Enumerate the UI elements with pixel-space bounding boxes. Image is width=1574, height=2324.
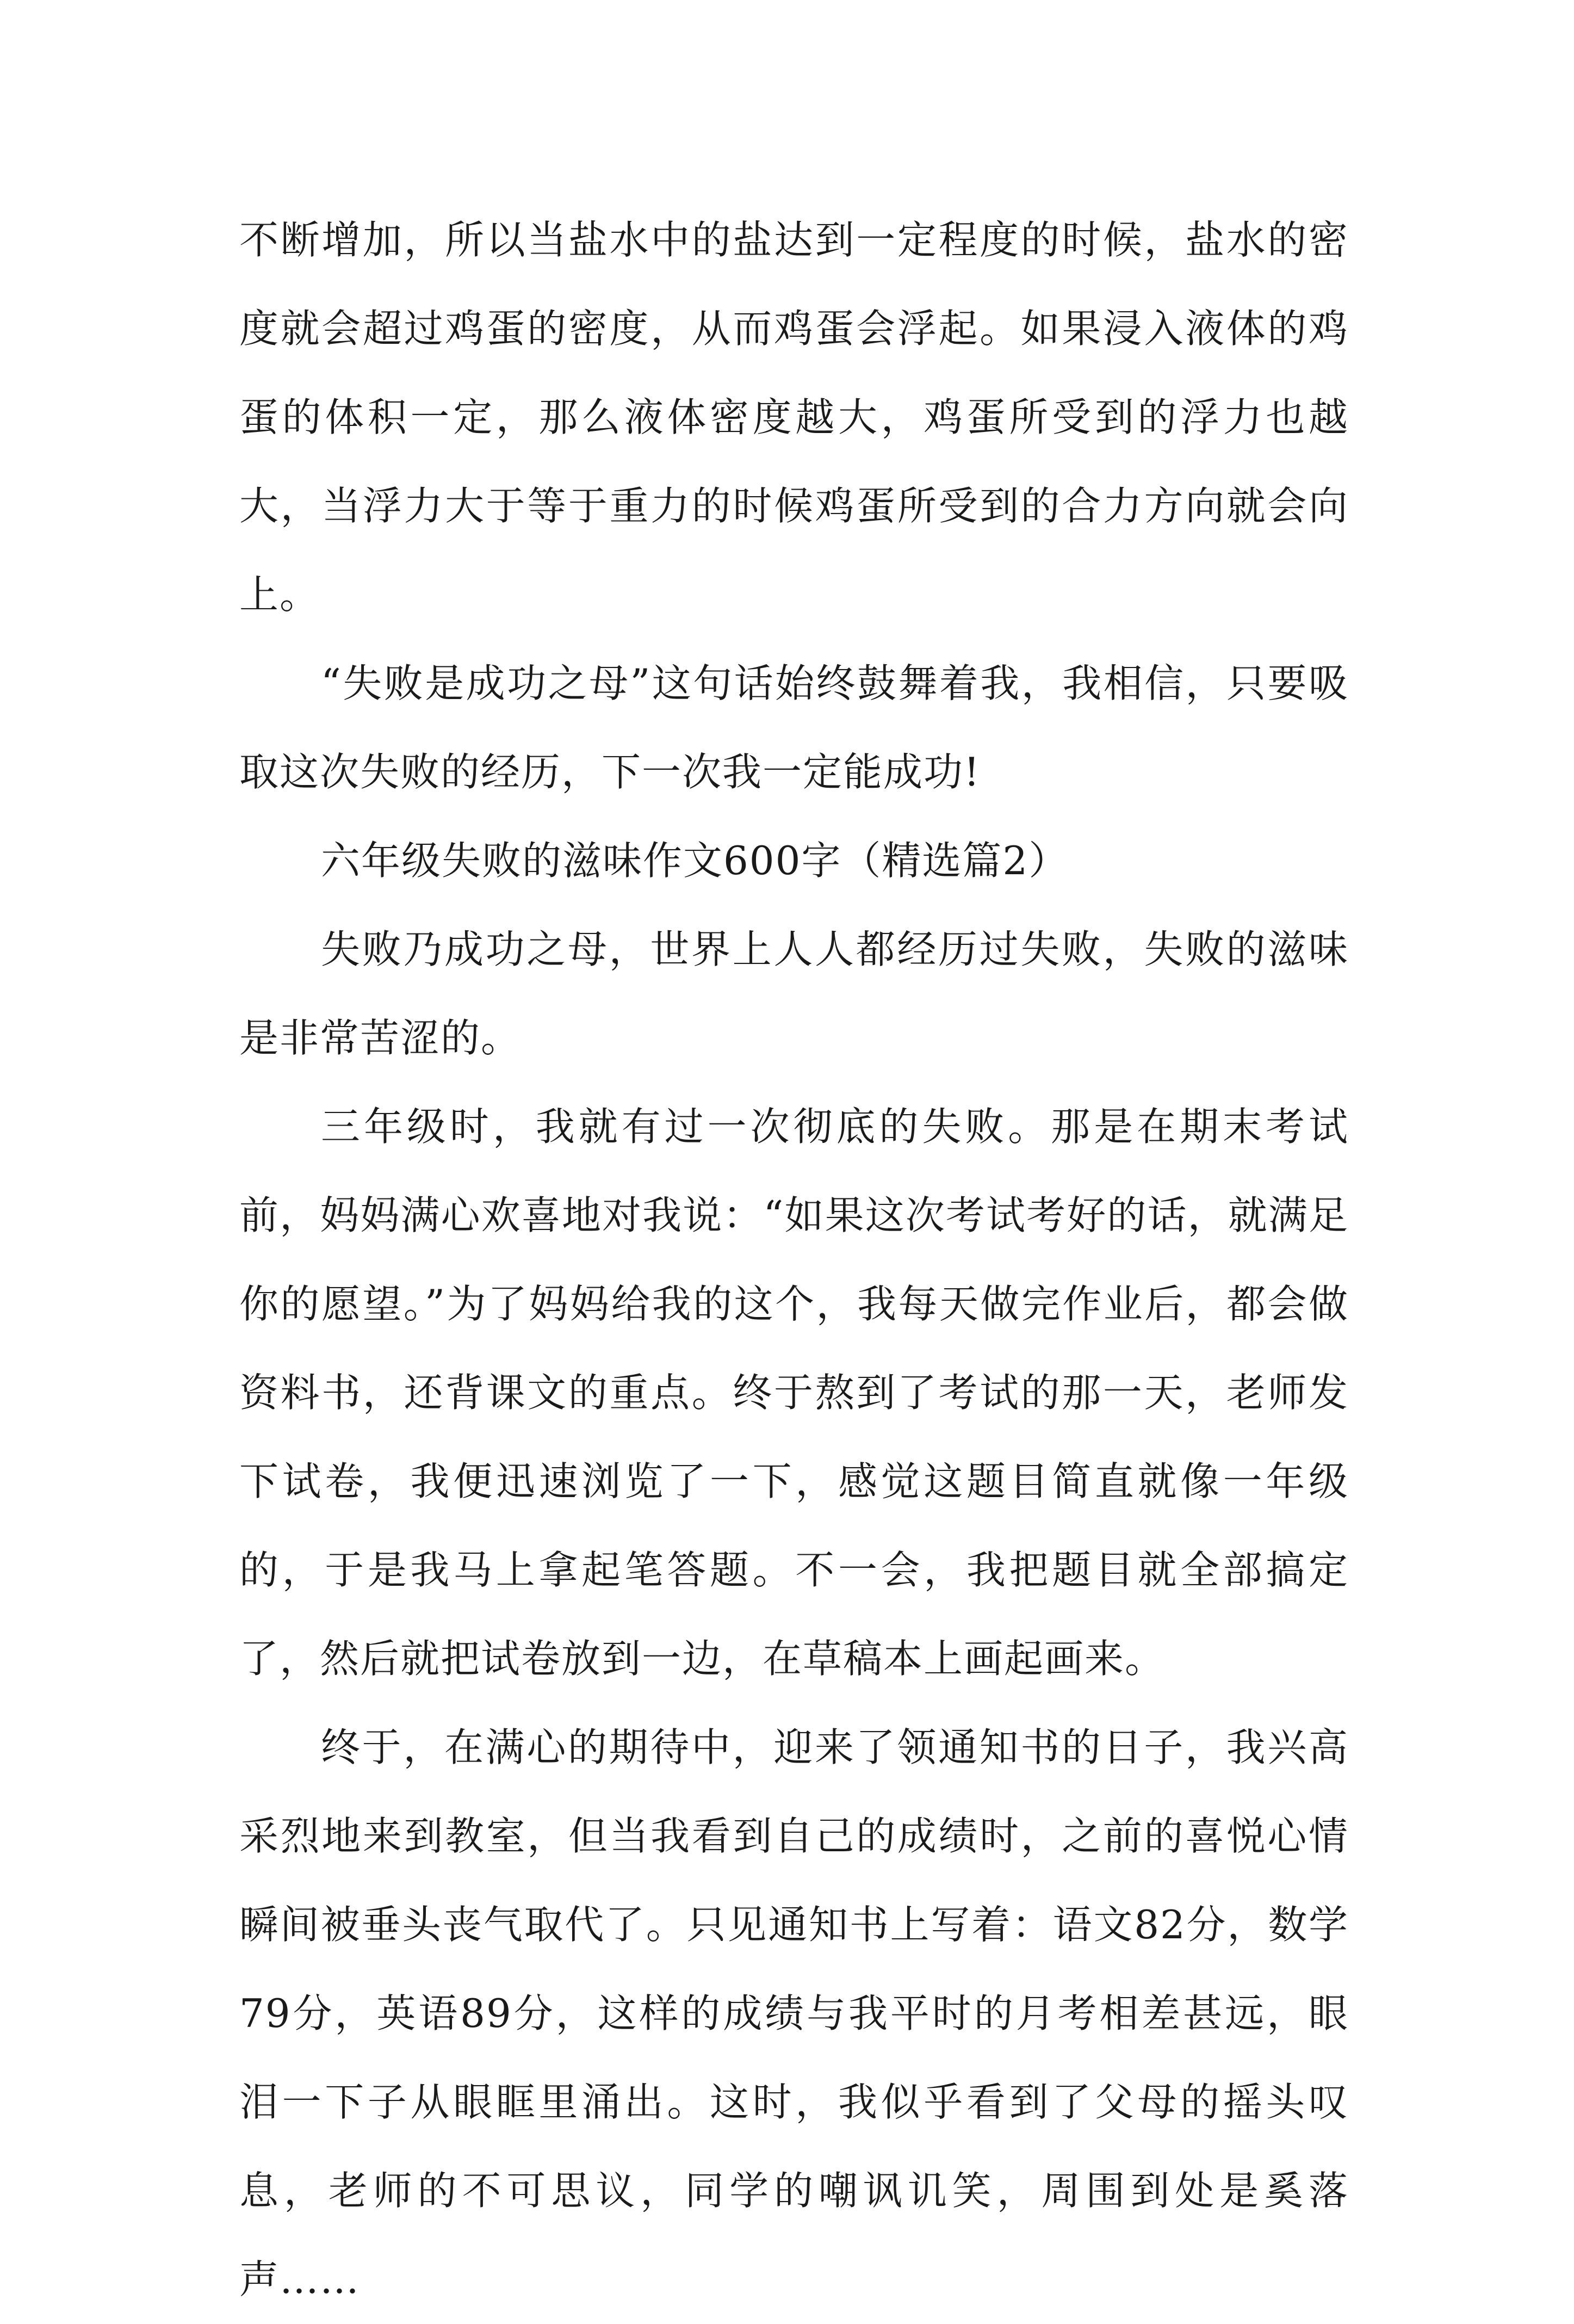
paragraph-1: 不断增加，所以当盐水中的盐达到一定程度的时候，盐水的密度就会超过鸡蛋的密度，从而鸡蛋会浮起。如果浸入液体的鸡蛋的体积一定，那么液体密度越大，鸡蛋所受到的浮力也越大，当浮力大于等于重力的时候鸡蛋所受到的合力方向就会向上。 (239, 217, 1349, 617)
paragraph-5: 终于，在满心的期待中，迎来了领通知书的日子，我兴高采烈地来到教室，但当我看到自己的成绩时，之前的喜悦心情瞬间被垂头丧气取代了。只见通知书上写着：语文82分，数学79分，英语89分，这样的成绩与我平时的月考相差甚远，眼泪一下子从眼眶里涌出。这时，我似乎看到了父母的摇头叹息，老师的不可思议，同学的嘲讽讥笑，周围到处是奚落声…… (239, 1725, 1349, 2302)
paragraph-4: 三年级时，我就有过一次彻底的失败。那是在期末考试前，妈妈满心欢喜地对我说：“如果这次考试考好的话，就满足你的愿望。”为了妈妈给我的这个，我每天做完作业后，都会做资料书，还背课文的重点。终于熬到了考试的那一天，老师发下试卷，我便迅速浏览了一下，感觉这题目简直就像一年级的，于是我马上拿起笔答题。不一会，我把题目就全部搞定了，然后就把试卷放到一边，在草稿本上画起画来。 (239, 1104, 1349, 1682)
paragraph-3: 失败乃成功之母，世界上人人都经历过失败，失败的滋味是非常苦涩的。 (239, 926, 1349, 1061)
section-heading: 六年级失败的滋味作文600字（精选篇2） (321, 838, 1069, 883)
document-body (239, 196, 1349, 2324)
paragraph-2: “失败是成功之母”这句话始终鼓舞着我，我相信，只要吸取这次失败的经历，下一次我一定能成功! (239, 660, 1349, 795)
